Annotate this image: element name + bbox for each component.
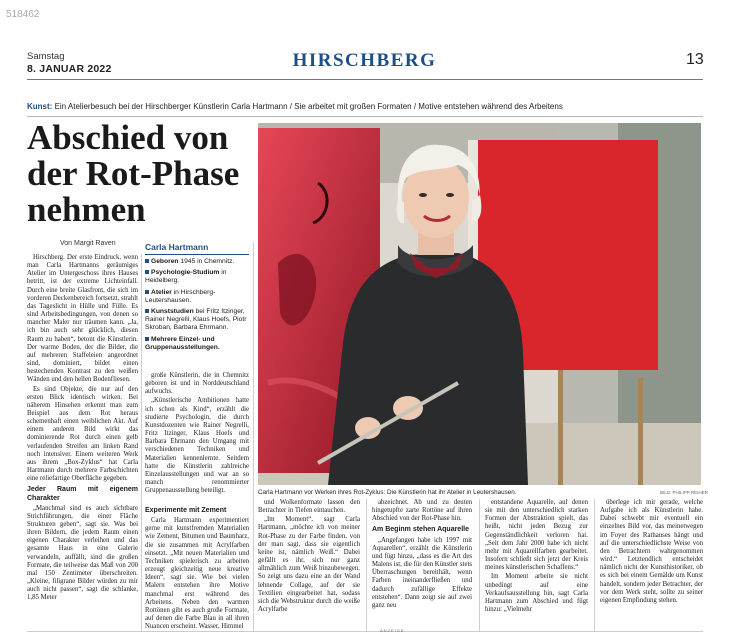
- info-box-item-text: in Hirschberg-Leutershausen.: [145, 288, 216, 304]
- info-box: [145, 242, 249, 362]
- article-column-2b: [145, 504, 249, 632]
- info-box-item-strong: Kunststudien: [151, 308, 194, 316]
- article-column-4: [372, 499, 472, 632]
- kicker: [27, 102, 703, 111]
- info-box-item-strong: Atelier: [151, 288, 172, 296]
- paragraph: Es sind Objekte, die nur auf den ersten Blick identisch wirken. Bei näherem Hinsehen erkennt man zum Beispiel aus dem Rot heraus schemenhaft einen weiblichen Akt. Auf einem anderen Bild wirkt das dominierende Rot durch einen gelb verlaufenden Streifen am linken Rand noch intensiver. Einem weiteren Werk aus ihrem „Box-Zyklus“ hat Carla Hartmann durch mehrere Farbschichten eine reliefartige Oberfläche gegeben.: [27, 385, 138, 483]
- info-box-item: [145, 289, 249, 305]
- column-divider: [594, 499, 595, 632]
- subheading: Experimente mit Zement: [145, 507, 227, 514]
- info-box-item-strong: Psychologie-Studium: [151, 269, 220, 277]
- paragraph: Hirschberg. Der erste Eindruck, wenn man Carla Hartmanns geräumiges Atelier im Untergeschoss ihres Hauses betritt, ist der extreme Lichteinfall. Durch eine breite Glasfront, die sich im vorderen Deckenbereich fortsetzt, strahlt das Tageslicht in Hülle und Fülle. Es sind Arbeitsbedingungen, von denen so mancher Maler nur träumen kann. „Ja, ich bin auch sehr glücklich, diesen Raum zu haben“, betont die Künstlerin. Der warme Boden, der die Bilder, die auf mehreren Staffeleien angeordnet sind, dominiert, bildet einen bestechenden Kontrast zu den weißen Wänden und den hellen Bodenfliesen.: [27, 254, 138, 384]
- article-column-3: [258, 499, 360, 632]
- footer-rule: [27, 631, 703, 632]
- paragraph: Im Moment arbeite sie nicht unbedingt auf eine Verkaufsausstellung hin, sagt Carla Hartmann zum Abschied und fügt hinzu: „Vielmehr: [485, 573, 588, 614]
- paragraph: große Künstlerin, die in Chemnitz geboren ist und in Norddeutschland aufwuchs.: [145, 372, 249, 396]
- paragraph: überlege ich mir gerade, welche Aufgabe ich als Künstlerin habe. Dabei schwebt mir eventuell ein einzelnes Bild vor, das meinetwegen im Foyer des Rathauses hängt und auf die unterschiedlichste Weise von den Betrachtern wahrgenommen wird.“ Letztendlich entscheidet nämlich nicht der Kunsthistoriker, ob es sich bei einem Gemälde um Kunst handelt, sondern jeder Betrachter, der vor dem Werk steht, sollte zu seiner eigenen Empfindung stehen.: [600, 499, 703, 604]
- bullet-icon: [145, 259, 149, 263]
- byline: Von Margit Raven: [60, 240, 116, 247]
- bullet-icon: [145, 290, 149, 294]
- subheading: Am Beginm stehen Aquarelle: [372, 526, 469, 534]
- info-box-title: Carla Hartmann: [145, 242, 249, 255]
- paragraph: entstandene Aquarelle, auf denen sie mit den unterschiedlich starken Formen der Abstraktion spielt, das heißt, nicht jeden Bezug zur Gegenständlichkeit verloren hat. „Seit dem Jahr 2000 habe ich nicht mehr mit Aquarellfarben gearbeitet. Insofern schließt sich jetzt der Kreis meines künstlerischen Schaffens.“: [485, 499, 588, 572]
- kicker-label: Kunst:: [27, 102, 53, 111]
- article-column-1: [27, 254, 138, 632]
- page-number: 13: [686, 51, 704, 68]
- column-divider: [366, 499, 367, 632]
- subheading: Jeder Raum mit eigenem Charakter: [27, 486, 138, 502]
- info-box-item: [145, 336, 249, 352]
- issue-date: 8. JANUAR 2022: [27, 63, 112, 75]
- column-divider: [141, 254, 142, 632]
- info-box-item-text: in Heidelberg.: [145, 269, 227, 285]
- info-box-item-text: 1945 in Chemnitz.: [178, 258, 235, 265]
- column-divider: [479, 499, 480, 632]
- photo-caption: Carla Hartmann vor Werken ihres Rot-Zyklus: Die Künstlerin hat ihr Atelier in Leutershausen.: [258, 489, 517, 496]
- paragraph: „Im Moment“, sagt Carla Hartmann, „möchte ich von meiner Rot-Phase zu der Farbe finden, von der man sagt, dass sie eigentlich keine ist, nämlich Weiß.“ Dabei gefällt es ihr, sich nur ganz allmählich zum Weiß hinzubewegen. So zeigt uns dazu eine an der Wand lehnende Collage, auf der sie Textilien eingearbeitet hat, sodass sich die Webstruktur durch die weiße Acrylfarbe: [258, 516, 360, 614]
- bullet-icon: [145, 270, 149, 274]
- info-box-item-text: bei Fritz Itzinger, Rainer Negrelli, Klaus Hoefs, Piotr Skroban, Barbara Ehrmann.: [145, 308, 247, 332]
- headline: Abschied von der Rot-Phase nehmen: [27, 118, 240, 229]
- info-box-item: [145, 269, 249, 285]
- clip-id: 518462: [6, 9, 40, 20]
- section-title: HIRSCHBERG: [292, 50, 437, 71]
- article-column-5: [485, 499, 588, 632]
- info-box-item: [145, 258, 249, 266]
- paragraph: abzeichnet. Ab und zu deuten hingetupfte zarte Rottöne auf ihren Abschied von der Rot-Phase hin.: [372, 499, 472, 523]
- column-divider: [253, 242, 254, 632]
- bullet-icon: [145, 337, 149, 341]
- paragraph: und Wolkenformate lassen den Betrachter in Tiefen eintauchen.: [258, 499, 360, 515]
- bullet-icon: [145, 309, 149, 313]
- paragraph: „Manchmal sind es auch sichtbare Strichführungen, die einer Fläche Strukturen geben“, sagt sie. Was bei ihren Bildern, die jedem Raum einen eigenen Charakter verleihen und das gesamte Haus in eine Galerie verwandeln, auffällt, sind die großen Formate, die teilweise das Maß von 200 mal 150 Zentimeter überschreiten. „Kleine, filigrane Bilder würden zu mir auch nicht passen“, sagt die schlanke, 1,85 Meter: [27, 504, 138, 602]
- paragraph: Carla Hartmann experimentiert gerne mit kunstfremden Materialien wie Zement, Bitumen und Baumharz, die sie zusammen mit Acrylfarben einsetzt. „Mit neuen Materialien und Techniken spielerisch zu arbeiten erzeugt gleichzeitig neue kreative Ideen“, sagt sie. Wie bei vielen Malern entstehen ihre Motive manchmal erst während des Arbeitens. Neben den warmen Rottönen gibt es auch große Formate, auf denen die Farbe Blau in all ihren Nuancen erscheint. Wasser, Himmel: [145, 517, 249, 631]
- article-column-2: [145, 372, 249, 498]
- info-box-item-strong: Geboren: [151, 258, 179, 265]
- footer-label: ANZEIGE: [380, 628, 405, 633]
- header-rule: [27, 79, 703, 80]
- article-photo: [258, 123, 701, 485]
- article-column-6: [600, 499, 703, 632]
- info-box-item: [145, 308, 249, 333]
- info-box-item-strong: Mehrere Einzel- und Gruppenausstellungen.: [145, 335, 220, 351]
- paragraph: „Künstlerische Ambitionen hatte ich schon als Kind“, erzählt die studierte Psychologin, die durch Kunstdozenten wie Rainer Negrelli, Fritz Itzinger, Klaus Hoefs und Barbara Ehrmann den Umgang mit verschiedenen Techniken und Materialien kennenlernte. Seitdem hatte die Künstlerin zahlreiche Einzelausstellungen und war an so manch renommierter Gruppenausstellung beteiligt.: [145, 397, 249, 495]
- info-box-list: [145, 258, 249, 352]
- photo-credit: BILD: PHILIPP REIHER: [660, 490, 708, 495]
- kicker-rule: [27, 116, 703, 117]
- kicker-text: Ein Atelierbesuch bei der Hirschberger Künstlerin Carla Hartmann / Sie arbeitet mit großen Formaten / Motive entstehen während des Arbeitens: [54, 102, 563, 111]
- issue-day: Samstag: [27, 51, 65, 62]
- paragraph: „Angefangen habe ich 1997 mit Aquarellen“, erzählt die Künstlerin und fügt hinzu, „dass es die Art des Malens ist, die für den Künstler stets Überraschungen bereithält, wenn Farben ineinanderfließen und dadurch zufällige Effekte entstehen“. Dann zeigt sie auf zwei ganz neu: [372, 536, 472, 609]
